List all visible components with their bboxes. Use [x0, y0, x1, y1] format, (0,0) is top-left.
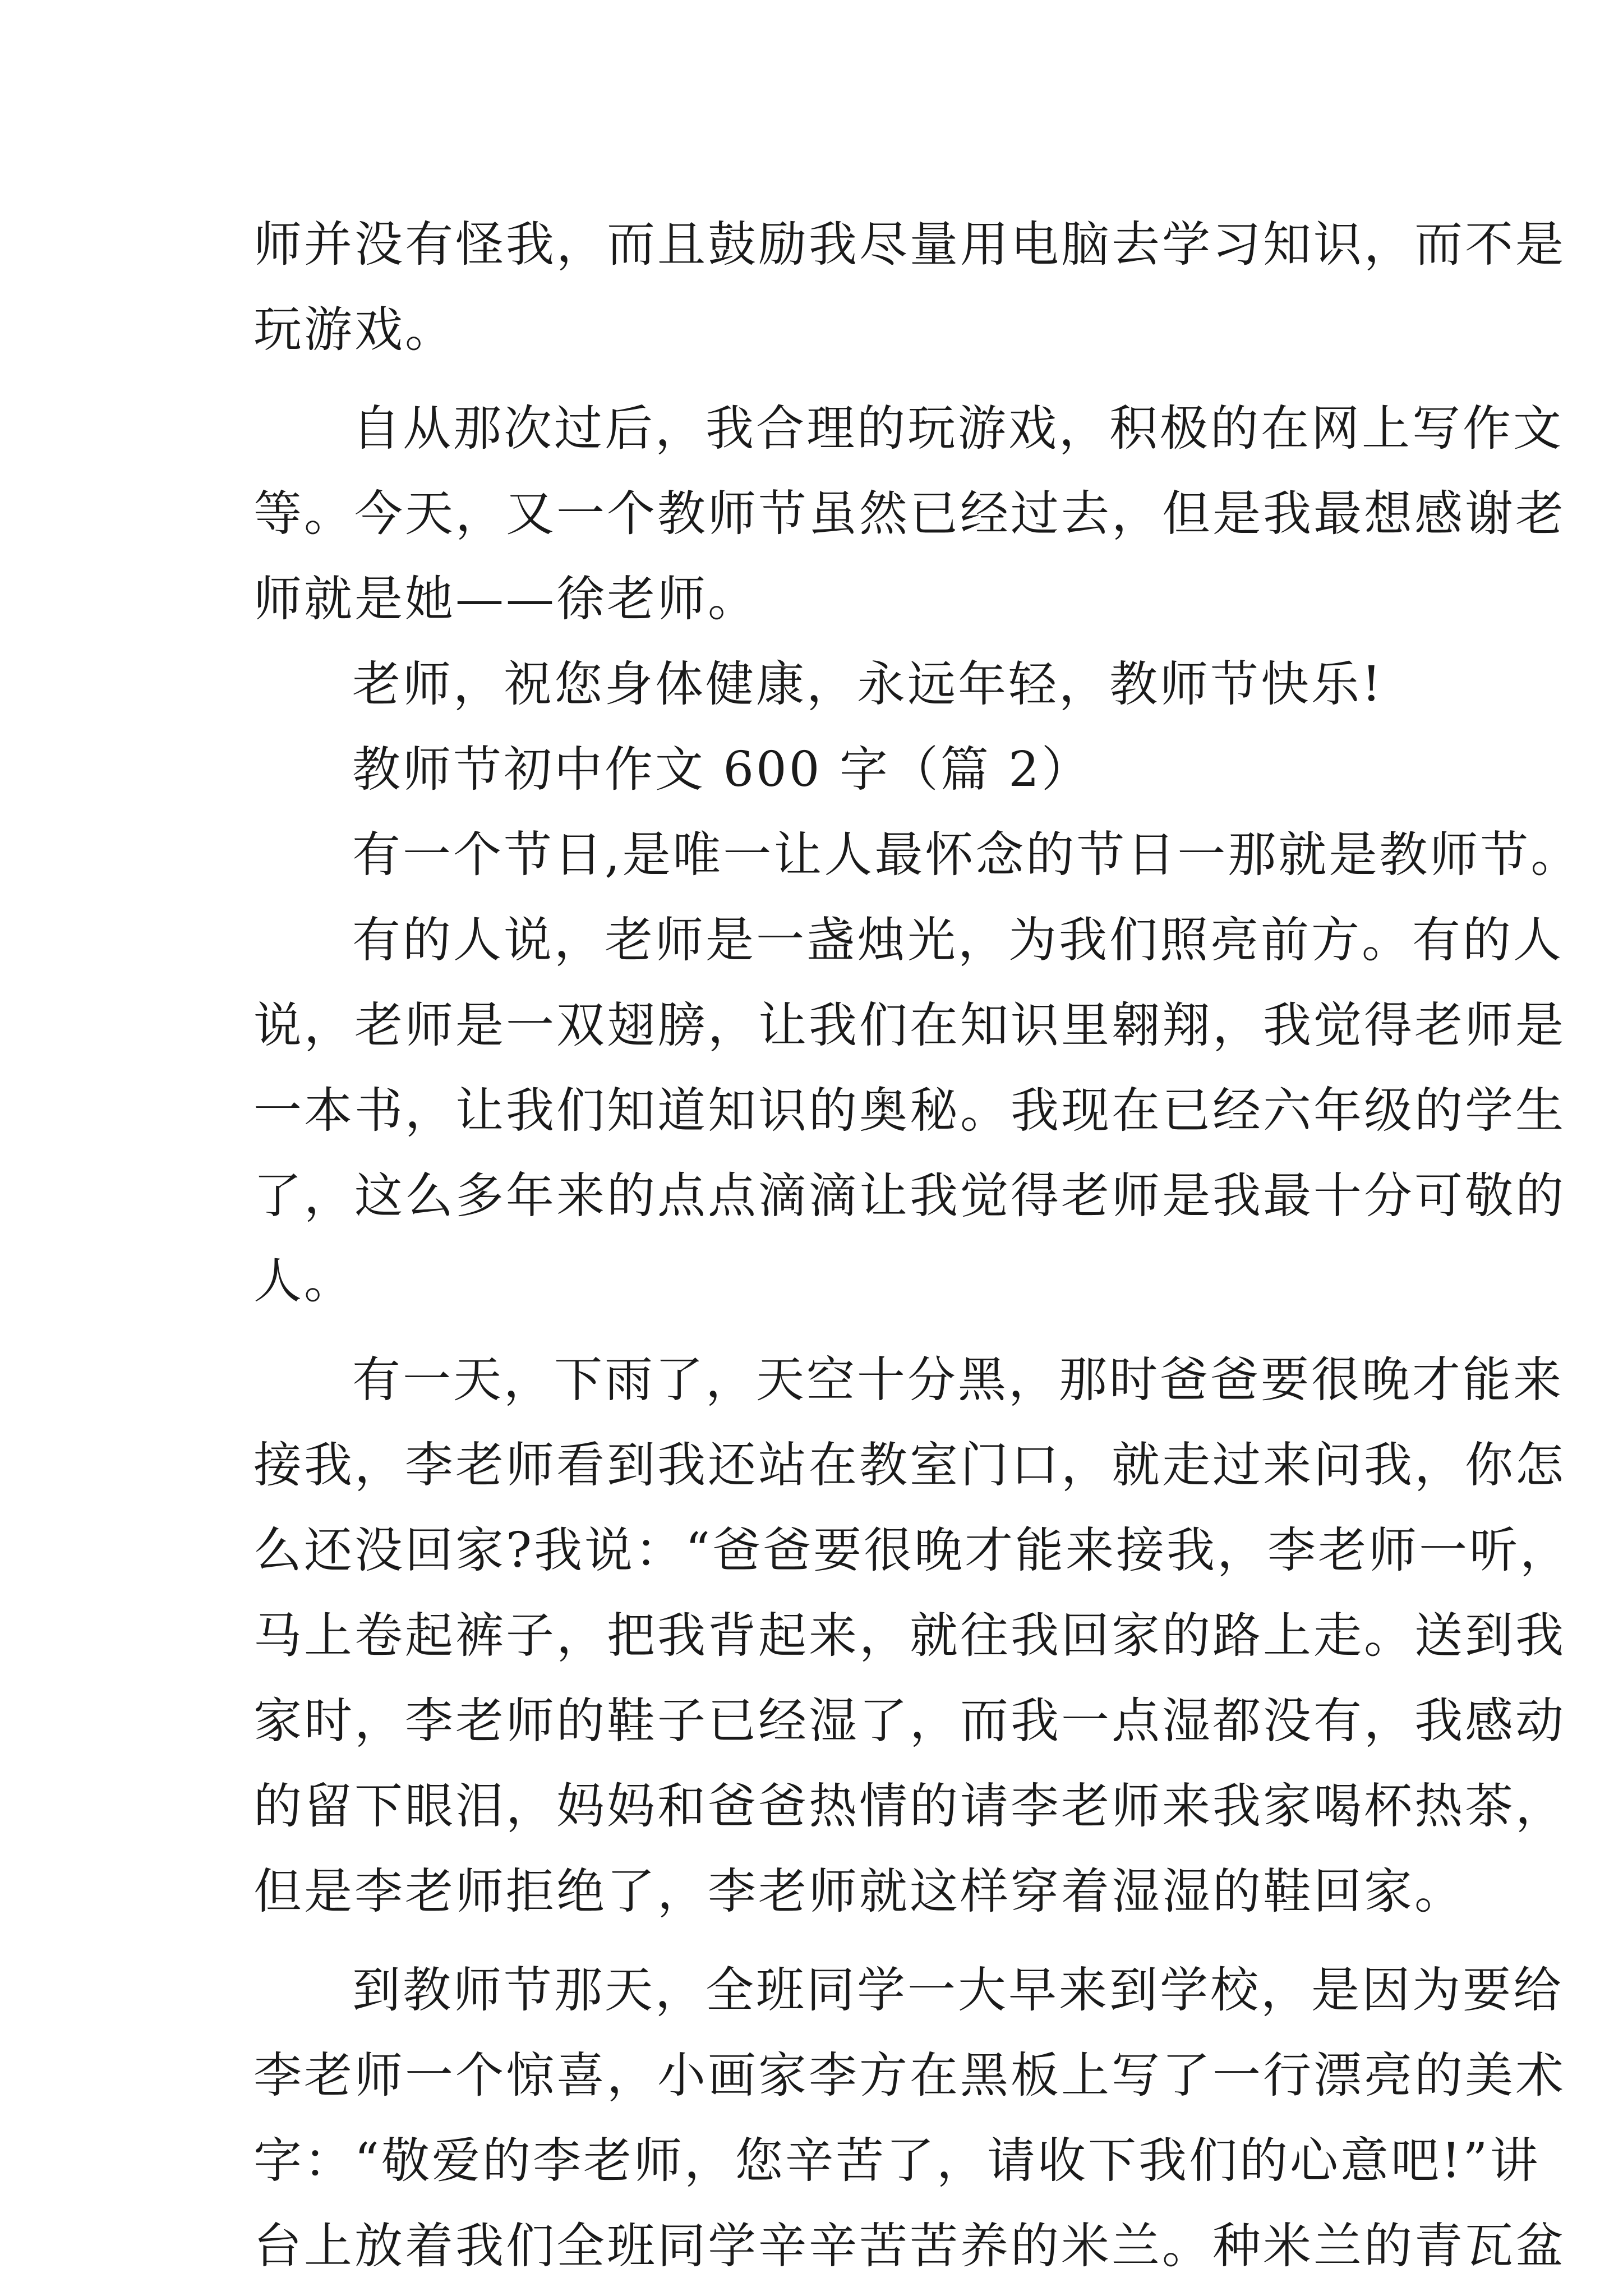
text-line: 师并没有怪我，而且鼓励我尽量用电脑去学习知识，而不是 [253, 217, 1566, 273]
paragraph-start-line: 有一天，下雨了，天空十分黑，那时爸爸要很晚才能来 [352, 1352, 1564, 1408]
text-line: 玩游戏。 [253, 302, 455, 358]
paragraph-start-line: 自从那次过后，我合理的玩游戏，积极的在网上写作文 [352, 401, 1564, 457]
paragraph-start-line: 老师，祝您身体健康，永远年轻，教师节快乐! [352, 656, 1384, 712]
paragraph-start-line: 到教师节那天，全班同学一大早来到学校，是因为要给 [352, 1962, 1564, 2018]
paragraph-start-line: 有的人说，老师是一盏烛光，为我们照亮前方。有的人 [352, 912, 1564, 968]
essay-text [253, 202, 1581, 2289]
text-line: 说，老师是一双翅膀，让我们在知识里翱翔，我觉得老师是 [253, 997, 1566, 1053]
text-line: 字：“敬爱的李老师，您辛苦了，请收下我们的心意吧!”讲 [253, 2133, 1541, 2189]
text-line: 等。今天，又一个教师节虽然已经过去，但是我最想感谢老 [253, 486, 1566, 542]
text-line: 接我，李老师看到我还站在教室门口，就走过来问我，你怎 [253, 1437, 1566, 1493]
text-line: 么还没回家?我说：“爸爸要很晚才能来接我，李老师一听， [253, 1522, 1571, 1579]
text-line: 的留下眼泪，妈妈和爸爸热情的请李老师来我家喝杯热茶， [253, 1778, 1566, 1834]
text-line: 家时，李老师的鞋子已经湿了，而我一点湿都没有，我感动 [253, 1693, 1566, 1749]
text-line: 了，这么多年来的点点滴滴让我觉得老师是我最十分可敬的 [253, 1168, 1566, 1224]
text-line: 人。 [253, 1253, 354, 1309]
text-line: 师就是她——徐老师。 [253, 571, 758, 627]
text-line: 马上卷起裤子，把我背起来，就往我回家的路上走。送到我 [253, 1608, 1566, 1664]
text-line: 一本书，让我们知道知识的奥秘。我现在已经六年级的学生 [253, 1083, 1566, 1139]
section-heading: 教师节初中作文 600 字（篇 2） [352, 742, 1092, 798]
text-line: 李老师一个惊喜，小画家李方在黑板上写了一行漂亮的美术 [253, 2047, 1566, 2104]
paragraph-start-line: 有一个节日,是唯一让人最怀念的节日一那就是教师节。 [352, 827, 1581, 883]
text-line: 但是李老师拒绝了，李老师就这样穿着湿湿的鞋回家。 [253, 1864, 1465, 1920]
text-line: 台上放着我们全班同学辛辛苦苦养的米兰。种米兰的青瓦盆 [253, 2218, 1566, 2274]
